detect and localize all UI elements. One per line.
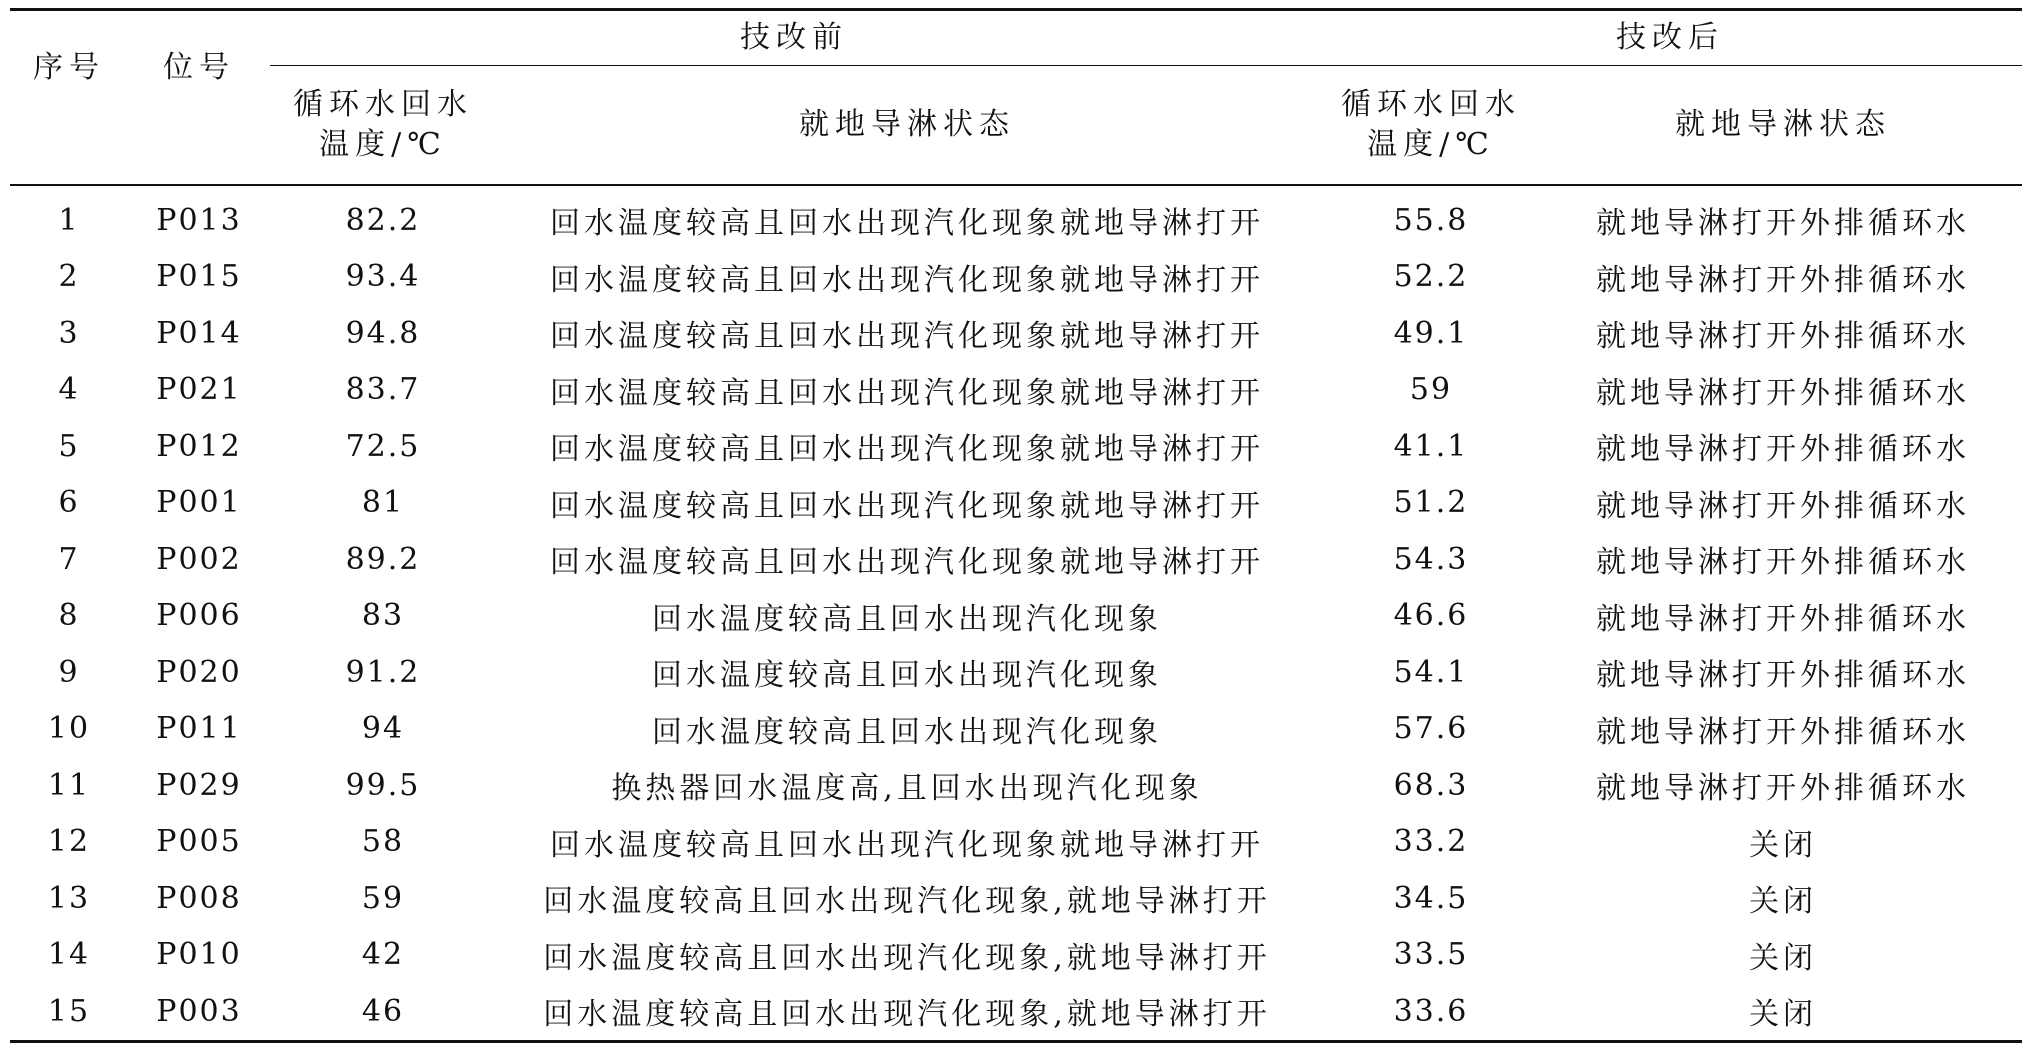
table-row	[10, 475, 2022, 532]
cell-after-state: 就地导淋打开外排循环水	[1596, 714, 1970, 750]
cell-after-state: 就地导淋打开外排循环水	[1596, 545, 1970, 581]
cell-before-state: 回水温度较高且回水出现汽化现象,就地导淋打开	[496, 983, 1318, 1041]
cell-before-state: 回水温度较高且回水出现汽化现象就地导淋打开	[550, 827, 1264, 863]
header-after-temp	[1318, 66, 1544, 186]
cell-no: 15	[10, 983, 128, 1041]
table-body	[10, 185, 2022, 1041]
cell-after-state: 关闭	[1749, 827, 1817, 863]
cell-after-state: 就地导淋打开外排循环水	[1596, 432, 1970, 468]
cell-before-temp: 83.7	[345, 372, 421, 408]
cell-before-state: 回水温度较高且回水出现汽化现象就地导淋打开	[550, 319, 1264, 355]
cell-after-state: 关闭	[1749, 940, 1817, 976]
cell-no: 9	[58, 654, 80, 690]
cell-before-state: 回水温度较高且回水出现汽化现象	[652, 714, 1162, 750]
comparison-table	[10, 8, 2022, 1043]
header-row-columns	[10, 66, 2022, 186]
cell-after-temp: 57.6	[1393, 711, 1469, 747]
cell-before-state: 回水温度较高且回水出现汽化现象,就地导淋打开	[543, 940, 1271, 976]
cell-before-temp: 82.2	[345, 202, 421, 238]
cell-no: 8	[58, 598, 80, 634]
cell-after-state: 就地导淋打开外排循环水	[1596, 206, 1970, 242]
table-row	[10, 814, 2022, 871]
table-row	[10, 185, 2022, 249]
table-row	[10, 418, 2022, 475]
table-row	[10, 644, 2022, 701]
header-no-label: 序号	[33, 49, 105, 85]
cell-no: 2	[58, 259, 80, 295]
cell-before-temp: 99.5	[345, 767, 421, 803]
table-row	[10, 531, 2022, 588]
cell-after-temp: 52.2	[1393, 259, 1469, 295]
cell-after-state: 就地导淋打开外排循环水	[1596, 658, 1970, 694]
cell-before-temp: 59	[361, 880, 405, 916]
header-after-state: 就地导淋状态	[1544, 66, 2022, 186]
cell-after-temp: 59	[1409, 372, 1453, 408]
cell-before-temp: 58	[361, 824, 405, 860]
cell-position: P002	[156, 541, 242, 577]
header-after-temp-line1: 循环水回水	[1341, 87, 1521, 122]
cell-before-temp: 89.2	[345, 541, 421, 577]
table-row	[10, 757, 2022, 814]
header-no	[10, 10, 128, 186]
cell-before-state: 回水温度较高且回水出现汽化现象就地导淋打开	[550, 262, 1264, 298]
cell-after-temp: 54.1	[1393, 654, 1469, 690]
cell-no: 12	[47, 824, 91, 860]
cell-before-temp: 94	[361, 711, 405, 747]
table-row	[10, 983, 2022, 1041]
cell-after-temp: 46.6	[1393, 598, 1469, 634]
cell-after-temp: 34.5	[1393, 880, 1469, 916]
cell-position: P012	[156, 428, 242, 464]
header-after-temp-line2: 温度/℃	[1367, 127, 1495, 162]
cell-position: P013	[156, 202, 242, 238]
cell-before-state: 回水温度较高且回水出现汽化现象就地导淋打开	[550, 432, 1264, 468]
cell-before-state: 回水温度较高且回水出现汽化现象	[652, 658, 1162, 694]
cell-after-state: 就地导淋打开外排循环水	[1596, 488, 1970, 524]
cell-before-state: 回水温度较高且回水出现汽化现象就地导淋打开	[550, 488, 1264, 524]
header-before-state: 就地导淋状态	[496, 66, 1318, 186]
cell-after-temp: 33.6	[1318, 983, 1544, 1041]
cell-before-state: 回水温度较高且回水出现汽化现象	[652, 601, 1162, 637]
header-before-temp-line1: 循环水回水	[293, 87, 473, 122]
cell-no: 7	[58, 541, 80, 577]
cell-before-temp: 94.8	[345, 315, 421, 351]
table-row	[10, 249, 2022, 306]
cell-position: P011	[156, 711, 242, 747]
cell-after-temp: 49.1	[1393, 315, 1469, 351]
cell-position: P006	[156, 598, 242, 634]
cell-no: 11	[47, 767, 91, 803]
cell-after-state: 关闭	[1544, 983, 2022, 1041]
cell-position: P020	[156, 654, 242, 690]
table-row	[10, 927, 2022, 984]
cell-position: P010	[156, 937, 242, 973]
header-position	[128, 10, 270, 186]
cell-no: 1	[58, 202, 80, 238]
cell-before-state: 回水温度较高且回水出现汽化现象就地导淋打开	[550, 375, 1264, 411]
header-row-groups	[10, 10, 2022, 66]
cell-after-state: 关闭	[1749, 884, 1817, 920]
header-before-group: 技改前	[270, 10, 1318, 66]
cell-position: P021	[156, 372, 242, 408]
cell-no: 14	[47, 937, 91, 973]
cell-after-temp: 55.8	[1393, 202, 1469, 238]
cell-position: P005	[156, 824, 242, 860]
cell-after-state: 就地导淋打开外排循环水	[1596, 601, 1970, 637]
cell-after-state: 就地导淋打开外排循环水	[1596, 771, 1970, 807]
table-row	[10, 305, 2022, 362]
cell-after-temp: 68.3	[1393, 767, 1469, 803]
cell-before-temp: 83	[361, 598, 405, 634]
cell-position: P001	[156, 485, 242, 521]
header-before-temp-line2: 温度/℃	[319, 127, 447, 162]
cell-after-temp: 51.2	[1393, 485, 1469, 521]
cell-before-temp: 93.4	[345, 259, 421, 295]
cell-position: P015	[156, 259, 242, 295]
cell-after-state: 就地导淋打开外排循环水	[1596, 319, 1970, 355]
cell-before-state: 换热器回水温度高,且回水出现汽化现象	[611, 771, 1203, 807]
table-row	[10, 588, 2022, 645]
header-after-group: 技改后	[1318, 10, 2022, 66]
cell-after-temp: 33.5	[1393, 937, 1469, 973]
cell-position: P008	[156, 880, 242, 916]
cell-position: P029	[156, 767, 242, 803]
cell-position: P014	[156, 315, 242, 351]
cell-before-temp: 81	[361, 485, 405, 521]
cell-after-state: 就地导淋打开外排循环水	[1596, 262, 1970, 298]
cell-before-state: 回水温度较高且回水出现汽化现象就地导淋打开	[550, 545, 1264, 581]
cell-after-state: 就地导淋打开外排循环水	[1596, 375, 1970, 411]
cell-before-temp: 72.5	[345, 428, 421, 464]
cell-no: 3	[58, 315, 80, 351]
cell-after-temp: 41.1	[1393, 428, 1469, 464]
cell-no: 5	[58, 428, 80, 464]
data-table-container	[10, 8, 2022, 1043]
cell-before-state: 回水温度较高且回水出现汽化现象就地导淋打开	[550, 206, 1264, 242]
cell-before-temp: 91.2	[345, 654, 421, 690]
cell-position: P003	[128, 983, 270, 1041]
header-before-temp	[270, 66, 496, 186]
cell-after-temp: 54.3	[1393, 541, 1469, 577]
cell-before-temp: 42	[361, 937, 405, 973]
cell-no: 4	[58, 372, 80, 408]
cell-before-state: 回水温度较高且回水出现汽化现象,就地导淋打开	[543, 884, 1271, 920]
cell-before-temp: 46	[270, 983, 496, 1041]
cell-no: 10	[47, 711, 91, 747]
table-row	[10, 701, 2022, 758]
table-row	[10, 362, 2022, 419]
cell-no: 6	[58, 485, 80, 521]
cell-after-temp: 33.2	[1393, 824, 1469, 860]
cell-no: 13	[47, 880, 91, 916]
header-position-label: 位号	[163, 49, 235, 85]
table-row	[10, 870, 2022, 927]
table-header	[10, 10, 2022, 186]
